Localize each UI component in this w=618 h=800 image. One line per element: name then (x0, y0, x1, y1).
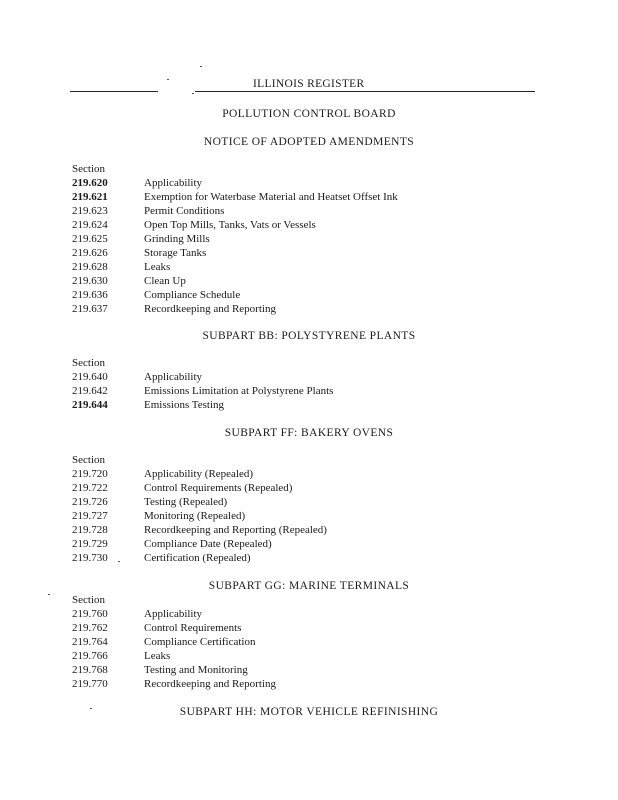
section-row (72, 496, 227, 510)
section-number: 219.764 (72, 636, 108, 648)
section-title: Applicability (144, 177, 203, 189)
section-title: Recordkeeping and Reporting (Repealed) (144, 524, 327, 536)
section-row (72, 219, 316, 233)
section-number: 219.621 (72, 191, 108, 203)
section-row (72, 608, 202, 622)
section-number: 219.728 (72, 524, 108, 536)
section-row (72, 622, 241, 636)
section-row (72, 678, 276, 692)
section-number: 219.642 (72, 385, 108, 397)
section-title: Exemption for Waterbase Material and Heatset Offset Ink (144, 191, 398, 203)
section-row (72, 552, 251, 566)
scan-speck (200, 66, 202, 67)
section-row (72, 482, 292, 496)
section-row (72, 289, 240, 303)
section-number: 219.720 (72, 468, 108, 480)
section-title: Clean Up (144, 275, 186, 287)
notice-heading: NOTICE OF ADOPTED AMENDMENTS (203, 136, 415, 148)
section-label-1: Section (72, 163, 105, 175)
section-title: Monitoring (Repealed) (144, 510, 246, 522)
section-label-3: Section (72, 454, 105, 466)
section-title: Applicability (Repealed) (144, 468, 254, 480)
section-number: 219.630 (72, 275, 108, 287)
section-row (72, 261, 170, 275)
section-number: 219.730 (72, 552, 108, 564)
section-row (72, 233, 210, 247)
section-number: 219.760 (72, 608, 108, 620)
section-title: Compliance Date (Repealed) (144, 538, 272, 550)
section-label-2: Section (72, 357, 105, 369)
section-row (72, 399, 224, 413)
section-title: Leaks (144, 650, 171, 662)
section-row (72, 247, 206, 261)
header-rule-right (195, 91, 535, 92)
section-row (72, 650, 170, 664)
section-title: Emissions Limitation at Polystyrene Plants (144, 385, 334, 397)
section-number: 219.644 (72, 399, 108, 411)
section-number: 219.620 (72, 177, 108, 189)
section-number: 219.766 (72, 650, 108, 662)
section-title: Leaks (144, 261, 171, 273)
section-number: 219.726 (72, 496, 108, 508)
section-title: Applicability (144, 608, 203, 620)
section-row (72, 538, 272, 552)
section-number: 219.640 (72, 371, 108, 383)
section-row (72, 636, 256, 650)
section-number: 219.636 (72, 289, 108, 301)
section-number: 219.727 (72, 510, 108, 522)
subpart-hh-heading: SUBPART HH: MOTOR VEHICLE REFINISHING (179, 706, 439, 718)
subpart-gg-heading: SUBPART GG: MARINE TERMINALS (208, 580, 410, 592)
section-title: Recordkeeping and Reporting (144, 303, 276, 315)
section-row (72, 205, 224, 219)
section-row (72, 303, 276, 317)
section-number: 219.762 (72, 622, 108, 634)
section-row (72, 275, 186, 289)
board-heading: POLLUTION CONTROL BOARD (222, 108, 396, 120)
section-number: 219.624 (72, 219, 108, 231)
section-title: Control Requirements (144, 622, 242, 634)
section-title: Testing (Repealed) (144, 496, 228, 508)
scan-speck (118, 561, 120, 562)
section-row (72, 177, 202, 191)
section-title: Certification (Repealed) (144, 552, 251, 564)
section-number: 219.768 (72, 664, 108, 676)
section-number: 219.623 (72, 205, 108, 217)
header-rule-left (70, 91, 158, 92)
section-row (72, 468, 253, 482)
section-label-4: Section (72, 594, 105, 606)
section-row (72, 191, 398, 205)
section-title: Testing and Monitoring (144, 664, 248, 676)
scan-speck (90, 708, 92, 709)
section-number: 219.626 (72, 247, 108, 259)
subpart-ff-heading: SUBPART FF: BAKERY OVENS (224, 427, 394, 439)
section-number: 219.637 (72, 303, 108, 315)
section-row (72, 371, 202, 385)
section-number: 219.729 (72, 538, 108, 550)
scan-speck (192, 93, 194, 94)
section-title: Storage Tanks (144, 247, 207, 259)
section-number: 219.625 (72, 233, 108, 245)
section-row (72, 524, 327, 538)
section-title: Control Requirements (Repealed) (144, 482, 293, 494)
section-row (72, 664, 248, 678)
section-title: Emissions Testing (144, 399, 225, 411)
section-title: Applicability (144, 371, 203, 383)
section-row (72, 510, 245, 524)
section-number: 219.770 (72, 678, 108, 690)
section-title: Open Top Mills, Tanks, Vats or Vessels (144, 219, 316, 231)
register-header (70, 78, 540, 94)
section-row (72, 385, 333, 399)
section-title: Recordkeeping and Reporting (144, 678, 276, 690)
section-title: Compliance Schedule (144, 289, 241, 301)
section-number: 219.628 (72, 261, 108, 273)
subpart-bb-heading: SUBPART BB: POLYSTYRENE PLANTS (202, 330, 416, 342)
section-number: 219.722 (72, 482, 108, 494)
scan-speck (48, 594, 50, 595)
section-title: Compliance Certification (144, 636, 256, 648)
section-title: Permit Conditions (144, 205, 225, 217)
scan-speck (167, 79, 169, 80)
register-title: ILLINOIS REGISTER (253, 78, 365, 90)
section-title: Grinding Mills (144, 233, 210, 245)
